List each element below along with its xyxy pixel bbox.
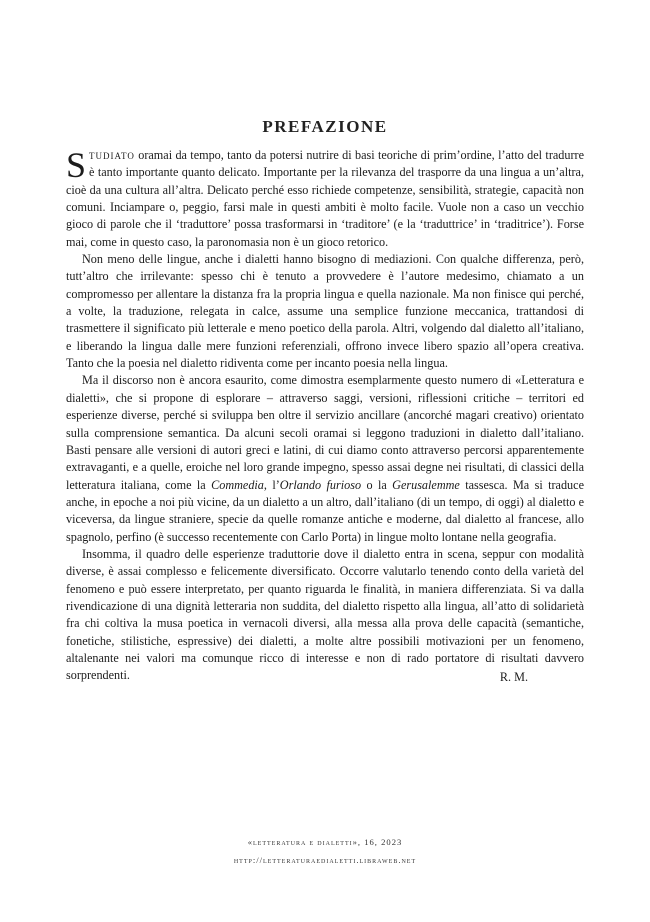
signature: R. M. xyxy=(499,670,528,684)
footer-url[interactable]: http://letteraturaedialetti.libraweb.net xyxy=(233,855,417,865)
page-title: PREFAZIONE xyxy=(262,117,388,137)
paragraph-3-text-a: Ma il discorso non è ancora esaurito, come dimostra esemplarmente questo numero di «Letteratura e dialetti», che si propone di esplorare – attraverso saggi, versioni, riflessioni critiche – territori ed esperienze diverse, perché si sviluppa ben oltre il servizio ancillare (ancorché magari creativo) orientato sulla comprensione semantica. Da alcuni secoli oramai si leggono traduzioni in dialetto dall’italiano. Basti pensare alle versioni di autori greci e latini, di cui diamo conto attraverso percorsi apparentemente extravaganti, e a quelle, eroiche nel loro grande impegno, spesso assai degne nei risultati, di classici della letteratura italiana, come la xyxy=(66,373,584,492)
paragraph-3-text-b: , l’ xyxy=(263,477,280,492)
paragraph-3 xyxy=(66,372,584,545)
paragraph-2: Non meno delle lingue, anche i dialetti hanno bisogno di mediazioni. Con qualche differenza, però, tutt’altro che irrilevante: spesso chi è tenuto a provvedere è l’autore medesimo, chiamato a un compromesso per allentare la distanza fra la propria lingua e quella nazionale. Ma non finisce qui perché, a volte, la traduzione, relegata in calce, assume una semplice funzione meccanica, trattandosi di trasmettere il significato più letterale e meno poetico della parola. Altri, volgendo dal dialetto all’italiano, e liberando la lingua dalle mere funzioni referenziali, offrono invece libero spazio all’opera creativa. Tanto che la poesia nel dialetto ridiventa come per incanto poesia nella lingua. xyxy=(66,252,584,371)
footer-journal: «letteratura e dialetti», 16, 2023 xyxy=(247,837,403,847)
paragraph-3-text-d: tassesca. Ma si traduce anche, in epoche a noi più vicine, da un dialetto a un altro, dall’italiano (di un tempo, di oggi) al dialetto e viceversa, da lingue straniere, specie da quelle romanze antiche e moderne, dal dialetto al francese, allo spagnolo, perfino (è successo recentemente con Carlo Porta) in lingue molto lontane nella geografia. xyxy=(66,477,584,544)
title-gerusalemme: Gerusalemme xyxy=(392,477,460,492)
paragraph-4: Insomma, il quadro delle esperienze traduttorie dove il dialetto entra in scena, seppur con modalità diverse, è assai complesso e felicemente diversificato. Occorre valutarlo tenendo conto della varietà del fenomeno e può essere interpretato, per quanto riguarda le finalità, in maniera differenziata. Si va dalla rivendicazione di una dignità letteraria non suddita, del dialetto rispetto alla lingua, all’atto di solidarietà fra chi coltiva la musa poetica in vernacoli diversi, alla messa alla prova delle capacità (semantiche, fonetiche, stilistiche, espressive) dei dialetti, a molte altre possibili motivazioni per un fenomeno, altalenante nei valori ma comunque ricco di interesse e non di rado portatore di risultati davvero sorprendenti. xyxy=(66,546,584,683)
lead-in-word: tudiato xyxy=(89,148,135,162)
preface-body xyxy=(66,147,584,685)
title-orlando-furioso: Orlando furioso xyxy=(279,477,362,492)
paragraph-1 xyxy=(66,147,584,251)
paragraph-3-text-c: o la xyxy=(361,477,393,492)
drop-cap: S xyxy=(66,145,87,185)
title-commedia: Commedia xyxy=(211,477,264,492)
paragraph-1-text: oramai da tempo, tanto da potersi nutrire di basi teoriche di prim’ordine, l’atto del tradurre è tanto importante quanto delicato. Importante per la rilevanza del trasporre da una lingua a un’altra, cioè da una cultura all’altra. Delicato perché esso richiede competenze, sensibilità, strategie, capacità non comuni. Inciampare o, peggio, farsi male in questi ambiti è molto facile. Vuole non a caso un vecchio gioco di parole che il ‘traduttore’ possa trasformarsi in ‘traditore’ (e la ‘traduttrice’ in ‘traditrice’). Forse mai, come in questo caso, la paronomasia non è un gioco retorico. xyxy=(66,148,584,249)
